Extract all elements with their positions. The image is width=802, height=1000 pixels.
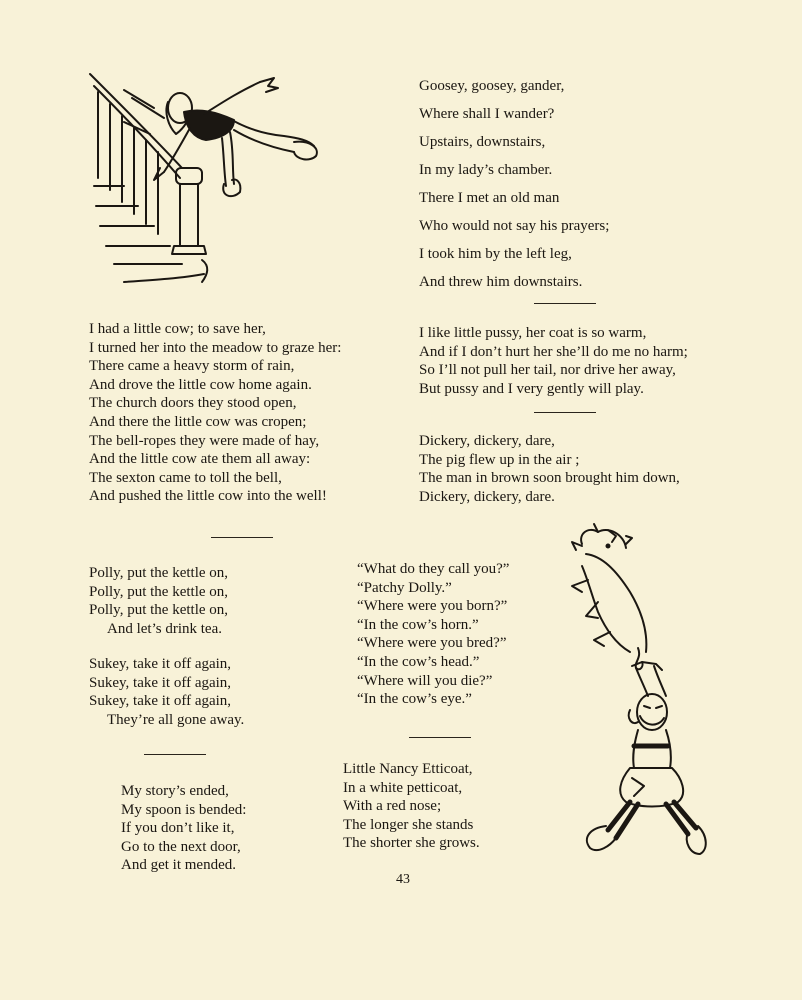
poem-line: “Patchy Dolly.” xyxy=(357,579,452,596)
poem-line: “Where will you die?” xyxy=(357,672,493,689)
divider-rule xyxy=(211,537,273,538)
poem-line: And get it mended. xyxy=(121,857,236,874)
poem-line: My spoon is bended: xyxy=(121,801,247,818)
poem-line: The man in brown soon brought him down, xyxy=(419,470,680,487)
poem-nancy-etticoat xyxy=(343,760,480,853)
poem-line: The longer she stands xyxy=(343,816,474,833)
divider-rule xyxy=(409,737,471,738)
poem-line: “In the cow’s horn.” xyxy=(357,616,479,633)
poem-line: Go to the next door, xyxy=(121,838,241,855)
poem-story-ended xyxy=(121,782,246,875)
poem-line: I like little pussy, her coat is so warm, xyxy=(419,325,647,341)
poem-line: I turned her into the meadow to graze her: xyxy=(89,339,342,356)
poem-line: The pig flew up in the air ; xyxy=(419,451,580,468)
poem-line: I took him by the left leg, xyxy=(419,246,572,262)
poem-line: And the little cow ate them all away: xyxy=(89,451,311,468)
poem-little-pussy xyxy=(419,324,688,398)
poem-line: The church doors they stood open, xyxy=(89,395,297,412)
poem-line: “In the cow’s head.” xyxy=(357,653,480,670)
divider-rule xyxy=(534,412,596,413)
stairs-illustration xyxy=(84,68,334,290)
poem-line: And if I don’t hurt her she’ll do me no harm; xyxy=(419,343,688,360)
divider-rule xyxy=(144,754,206,755)
poem-line: With a red nose; xyxy=(343,798,442,815)
poem-line: “Where were you born?” xyxy=(357,598,508,615)
poem-line: I had a little cow; to save her, xyxy=(89,321,266,337)
poem-line: Polly, put the kettle on, xyxy=(89,565,229,581)
poem-line: Dickery, dickery, dare. xyxy=(419,488,555,505)
poem-line: “In the cow’s eye.” xyxy=(357,691,472,708)
poem-line: Sukey, take it off again, xyxy=(89,674,232,691)
poem-line: So I’ll not pull her tail, nor drive her away, xyxy=(419,362,676,379)
poem-line: Who would not say his prayers; xyxy=(419,218,610,234)
poem-line: And threw him downstairs. xyxy=(419,274,583,290)
poem-line: But pussy and I very gently will play. xyxy=(419,380,644,397)
poem-line: Goosey, goosey, gander, xyxy=(419,78,565,94)
poem-line: And drove the little cow home again. xyxy=(89,376,312,393)
poem-line: In a white petticoat, xyxy=(343,779,463,796)
poem-line: And pushed the little cow into the well! xyxy=(89,488,327,505)
poem-line: There came a heavy storm of rain, xyxy=(89,358,295,375)
poem-sukey xyxy=(89,655,244,729)
poem-line: Dickery, dickery, dare, xyxy=(419,433,555,449)
poem-line: Polly, put the kettle on, xyxy=(89,583,229,600)
page-number: 43 xyxy=(396,872,410,887)
poem-line: Little Nancy Etticoat, xyxy=(343,761,473,777)
poem-polly-kettle xyxy=(89,564,228,638)
poem-line: They’re all gone away. xyxy=(107,711,245,728)
poem-line: Where shall I wander? xyxy=(419,106,555,122)
poem-line: Upstairs, downstairs, xyxy=(419,134,546,150)
poem-line: Polly, put the kettle on, xyxy=(89,602,229,619)
poem-line: Sukey, take it off again, xyxy=(89,693,232,710)
poem-line: And there the little cow was cropen; xyxy=(89,413,307,430)
poem-line: “Where were you bred?” xyxy=(357,635,507,652)
poem-line: If you don’t like it, xyxy=(121,820,235,837)
pig-man-illustration xyxy=(568,520,718,865)
poem-line: Sukey, take it off again, xyxy=(89,656,232,672)
poem-line: In my lady’s chamber. xyxy=(419,162,553,178)
poem-goosey-gander xyxy=(419,72,609,296)
divider-rule xyxy=(534,303,596,304)
poem-little-cow xyxy=(89,320,341,506)
poem-line: There I met an old man xyxy=(419,190,560,206)
poem-line: “What do they call you?” xyxy=(357,561,510,577)
poem-dickery-dare xyxy=(419,432,680,506)
poem-line: The shorter she grows. xyxy=(343,835,480,852)
poem-line: My story’s ended, xyxy=(121,783,229,799)
poem-line: The sexton came to toll the bell, xyxy=(89,469,282,486)
poem-line: And let’s drink tea. xyxy=(107,620,222,637)
poem-patchy-dolly xyxy=(357,560,509,709)
poem-line: The bell-ropes they were made of hay, xyxy=(89,432,320,449)
